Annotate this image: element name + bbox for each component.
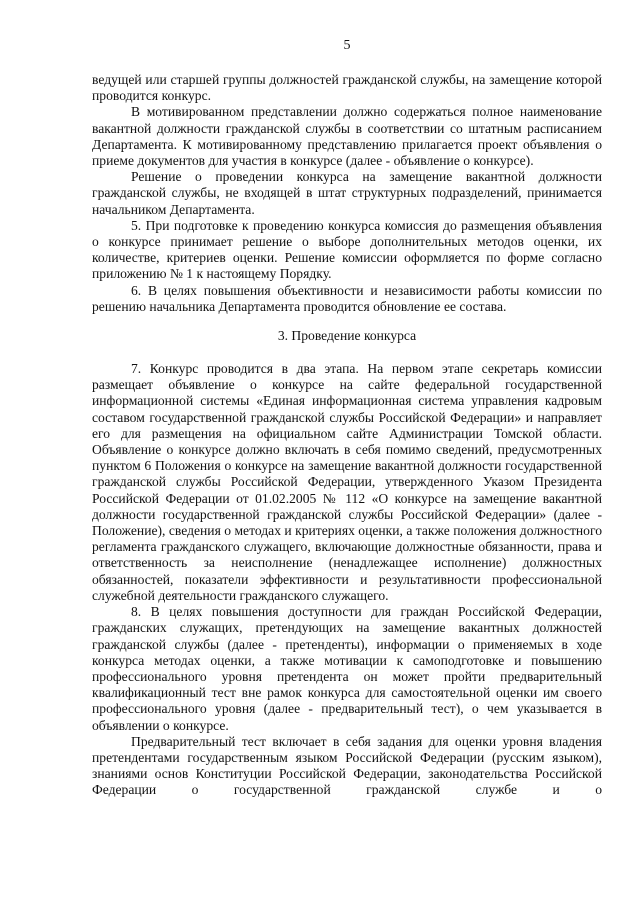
page-number: 5 [343,38,351,53]
paragraph-item-6: 6. В целях повышения объективности и независимости работы комиссии по решению начальника Департамента проводится обновление ее состава. [92,282,602,314]
paragraph-preliminary-test: Предварительный тест включает в себя задания для оценки уровня владения претендентами государственным языком Российской Федерации (русским языком), знаниями основ Конституции Российской Федерации, законодательства Российской Федерации о государственной гражданской службе и о [92,733,602,798]
paragraph-decision: Решение о проведении конкурса на замещение вакантной должности гражданской службы, не входящей в штат структурных подразделений, принимается начальником Департамента. [92,169,602,217]
paragraph-motivated-submission: В мотивированном представлении должно содержаться полное наименование вакантной должности гражданской службы в соответствии со штатным расписанием Департамента. К мотивированному представлению прилагается проект объявления о приеме документов для участия в конкурсе (далее - объявление о конкурсе). [92,104,602,169]
paragraph-continuation: ведущей или старшей группы должностей гражданской службы, на замещение которой проводится конкурс. [92,72,602,104]
section-heading: 3. Проведение конкурса [277,328,417,344]
paragraph-item-5: 5. При подготовке к проведению конкурса комиссия до размещения объявления о конкурсе принимает решение о выборе дополнительных методов оценки, их количестве, критериев оценки. Решение комиссии оформляется по форме согласно приложению № 1 к настоящему Порядку. [92,217,602,282]
paragraph-item-8: 8. В целях повышения доступности для граждан Российской Федерации, гражданских служащих, претендующих на замещение вакантных должностей гражданской службы (далее - претенденты), информации о применяемых в ходе конкурса методах оценки, а также мотивации к самоподготовке и повышению профессионального уровня претендента он может пройти предварительный квалификационный тест вне рамок конкурса для самостоятельной оценки им своего профессионального уровня (далее - предварительный тест), о чем указывается в объявлении о конкурсе. [92,604,602,733]
paragraph-item-7: 7. Конкурс проводится в два этапа. На первом этапе секретарь комиссии размещает объявление о конкурсе на сайте федеральной государственной информационной системы «Единая информационная система управления кадровым составом государственной гражданской службы Российской Федерации» и направляет его для размещения на официальном сайте Администрации Томской области. Объявление о конкурсе должно включать в себя помимо сведений, предусмотренных пунктом 6 Положения о конкурсе на замещение вакантной должности государственной гражданской службы Российской Федерации, утвержденного Указом Президента Российской Федерации от 01.02.2005 № 112 «О конкурсе на замещение вакантной должности государственной гражданской службы Российской Федерации» (далее - Положение), сведения о методах и критериях оценки, а также положения должностного регламента гражданского служащего, включающие должностные обязанности, права и ответственность за неисполнение (ненадлежащее исполнение) должностных обязанностей, показатели эффективности и результативности профессиональной служебной деятельности гражданского служащего. [92,361,602,603]
